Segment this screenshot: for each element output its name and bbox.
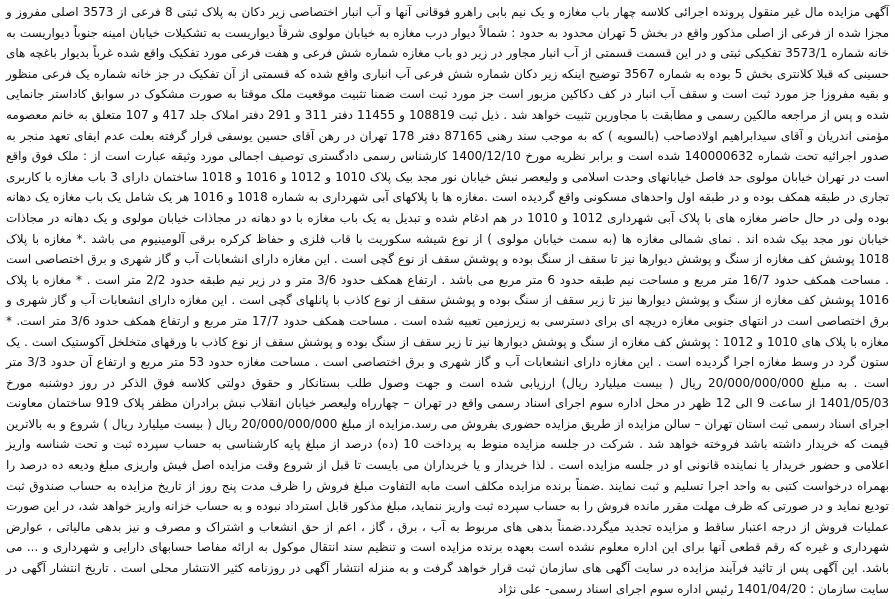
notice-text	[6, 2, 889, 599]
notice-body: آگهی مزایده مال غیر منقول پرونده اجرائی کلاسه چهار باب مغازه و یک نیم بابی راهرو فوقانی آنها و آب انبار اختصاصی زیر دکان به پلاک ثبتی 8 فرعی از 3573 اصلی مفروز و مجزا شده از فرعی از اصلی مذکور واقع در بخش 5 تهران محدود به حدود : شمالاً دیوار درب مغازه به خیابان مولوی شرقاً دیواریست به تشکیلات خیابان امینه جنوباً دیواریست به خانه شماره 3573/1 تفکیکی ثبتی و در این قسمت قسمتی از آب انبار مجاور در زیر دو باب مغازه شماره شش فرعی و هفت فرعی مورد تفکیک واقع شده غرباً بدیوار باغچه های حسینی که قبلا کلانتری بخش 5 بوده به شماره 3567 توضیح اینکه زیر دکان شماره شش فرعی آب انباری واقع شده که قسمتی از آن تفکیک در جز خانه شماره یک فرعی منظور و بقیه مفروزا جز مورد ثبت است و سقف آب انبار در کف دکاکین مزبور است جز مورد ثبت است ضمنا تثبیت موقعیت ملک موقتا به صورت مشکوک در سوابق کاداستر جانمایی شده و پس از مراجعه مالکین رسمی و مطابقت با مجاورین تثبیت خواهد شد . ذیل ثبت 108819 و 11455 دفتر 311 و 291 دفتر املاک جلد 417 و 107 متعلق به خانم معصومه مؤمنی اندریان و آقای سیدابراهیم اولادصاحب (بالسویه ) که به موجب سند رهنی 87165 دفتر 178 تهران در رهن آقای حسین یوسفی قرار گرفته بعلت عدم ایفای تعهد منجر به صدور اجرائیه تحت شماره 140000632 شده است و برابر نظریه مورخ 1400/12/10 کارشناس رسمی دادگستری توصیف اجمالی مورد وثیقه عبارت است از : ملک فوق واقع است در تهران خیابان مولوی حد فاصل خیابانهای وحدت اسلامی و ولیعصر نبش خیابان نور مجد بیک پلاک 1010 و 1012 و 1016 و 1018 ساختمان دارای 3 باب مغازه با کاربری تجاری در طبقه همکف بوده و در طبقه اول واحدهای مسکونی واقع گردیده است .مغازه ها با پلاکهای آبی شهرداری به شماره 1018 و 1016 هر یک شامل یک باب مغازه یک دهانه بوده ولی در حال حاضر مغازه های با پلاک آبی شهرداری 1012 و 1010 در هم ادغام شده و تبدیل به یک باب مغازه با دو دهانه در مجاذات خیابان مولوی و یک دهانه در مجاذات خیابان نور مجد بیک شده اند . نمای شمالی مغازه ها (به سمت خیابان مولوی ) از نوع شیشه سکوریت با قاب فلزی و حفاظ کرکره برقی آلومینیوم می باشد .* مغازه با پلاک 1018 پوشش کف مغازه از سنگ و پوشش دیوارها نیز تا سقف از سنگ بوده و پوشش سقف از نوع گچی است . این مغازه دارای انشعابات آب و گاز شهری و برق اختصاصی است . مساحت همکف حدود 16/7 متر مربع و مساحت نیم طبقه حدود 6 متر مربع می باشد . ارتفاع همکف حدود 3/6 متر و در زیر نیم طبقه حدود 2/2 متر است . * مغازه با پلاک 1016 پوشش کف مغازه از سنگ و پوشش دیوارها نیز تا زیر سقف از سنگ بوده و پوشش سقف از نوع کاذب با پانلهای گچی است . این مغازه دارای انشعابات آب و گاز شهری و برق اختصاصی است در انتهای جنوبی مغازه دریچه ای برای دسترسی به زیرزمین تعبیه شده است . مساحت همکف حدود 17/7 متر مربع و ارتفاع همکف حدود 3/6 متر است. * مغازه با پلاک های 1010 و 1012 : پوشش کف مغازه از سنگ و پوشش دیوارها نیز تا زیر سقف از سنگ بوده و پوشش سقف از نوع کاذب با ورقهای متخلخل آکوستیک است . یک ستون گرد در وسط مغازه اجرا گردیده است . این مغازه دارای انشعابات آب و گاز شهری و برق اختصاصی است . مساحت مغازه حدود 53 متر مربع و ارتفاع آن حدود 3/3 متر است . به مبلغ 20/000/000/000 ریال ( بیست میلیارد ریال) ارزیابی شده است و جهت وصول طلب بستانکار و حقوق دولتی کلاسه فوق الذکر در روز دوشنبه مورخ 1401/05/03 از ساعت 9 الی 12 ظهر در محل اداره سوم اجرای اسناد رسمی واقع در تهران – چهارراه ولیعصر خیابان انقلاب نبش برادران مظفر پلاک 919 ساختمان معاونت اجرای اسناد رسمی ثبت استان تهران – سالن مزایده از طریق مزایده حضوری بفروش می رسد.مزایده از مبلغ 20/000/000/000 ریال ( بیست میلیارد ریال ) شروع و به بالاترین قیمت که خریدار داشته باشد فروخته خواهد شد . شرکت در جلسه مزایده منوط به پرداخت 10 (ده) درصد از مبلغ پایه کارشناسی به حساب سپرده ثبت و تحت شناسه واریز اعلامی و حضور خریدار یا نماینده قانونی او در جلسه مزایده است . لذا خریدار و یا خریداران می بایست تا قبل از شروع وقت مزایده اصل فیش واریزی مبلغ ودیعه ده درصد را بهمراه درخواست کتبی به واحد اجرا تسلیم و ثبت نمایند .ضمناً برنده مزایده مکلف است مابه التفاوت مبلغ فروش را ظرف مدت پنج روز از تاریخ مزایده به حساب صندوق ثبت تودیع نماید و در صورتی که ظرف مهلت مقرر مانده فروش را به حساب سپرده ثبت واریز ننماید، مبلغ مذکور قابل استرداد نبوده و به حساب خزانه واریز خواهد شد، در این صورت عملیات فروش از درجه اعتبار ساقط و مزایده تجدید میگردد.ضمناً بدهی های مربوط به آب ، برق ، گاز ، اعم از حق انشعاب و اشتراک و مصرف و نیز بدهی مالیاتی ، عوارض شهرداری و غیره که رقم قطعی آنها برای این اداره معلوم نشده است بعهده برنده مزایده است و تنظیم سند انتقال موکول به ارائه مفاصا حسابهای دارایی و شهرداری و ... می باشد. این آگهی پس از تائید فرآیند مزایده در سایت آگهی های سازمان ثبت قرار خواهد گرفت و به منزله انتشار آگهی در روزنامه کثیر الانتشار محلی است . تاریخ انتشار آگهی در سایت سازمان : 1401/04/20 رئیس اداره سوم اجرای اسناد رسمی-	[6, 5, 890, 596]
signature-name: علی نژاد	[497, 581, 542, 596]
